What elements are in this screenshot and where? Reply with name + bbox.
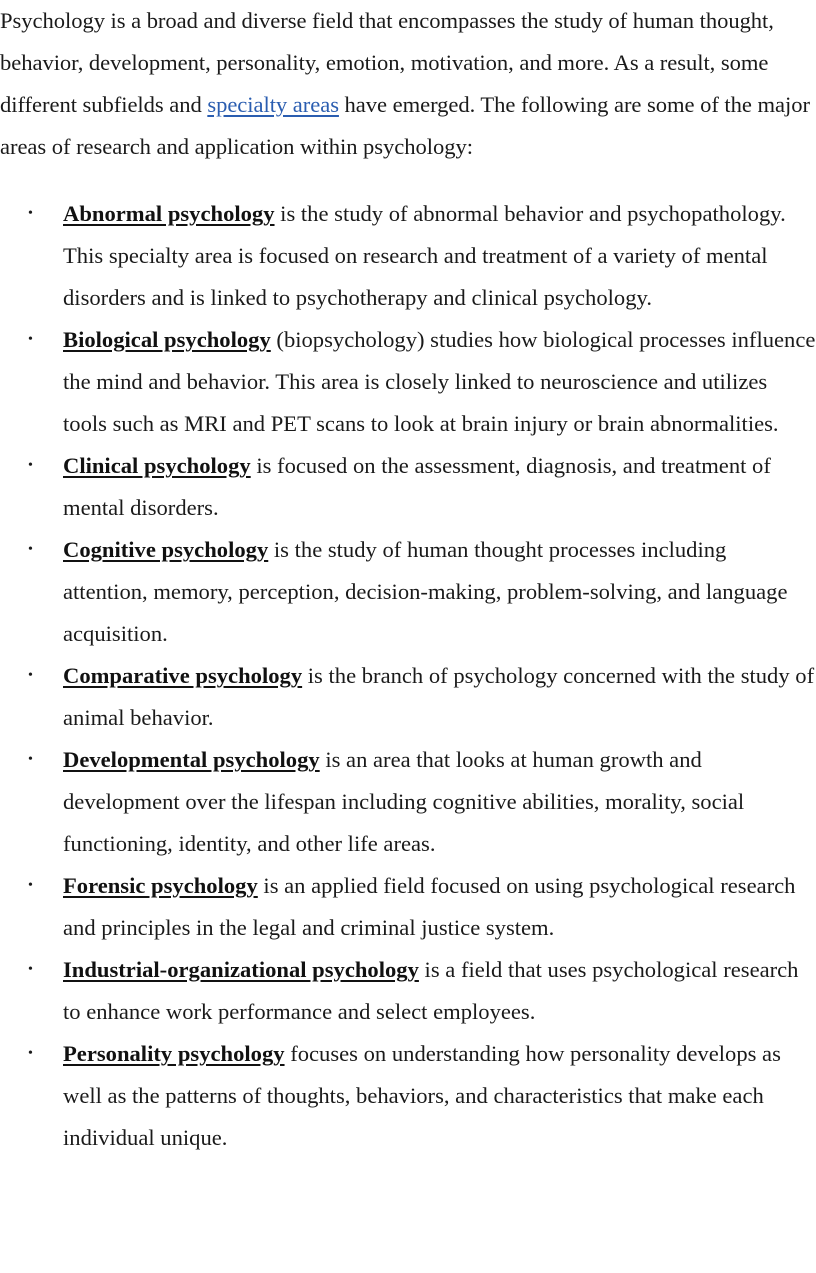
term-description: is an area that looks at human growth and development over the lifespan including cognitive abilities, morality, social functioning, identity, and other life areas. — [63, 747, 745, 856]
list-item — [0, 1033, 816, 1159]
list-item — [0, 865, 816, 949]
term-description: focuses on understanding how personality develops as well as the patterns of thoughts, behaviors, and characteristics that make each individual unique. — [63, 1041, 781, 1150]
list-item — [0, 445, 816, 529]
term-link[interactable]: Developmental psychology — [63, 747, 320, 772]
psychology-areas-list — [0, 193, 816, 1159]
bullet-icon: • — [28, 206, 33, 221]
bullet-icon: • — [28, 542, 33, 557]
bullet-icon: • — [28, 1046, 33, 1061]
term-link[interactable]: Clinical psychology — [63, 453, 251, 478]
bullet-icon: • — [28, 332, 33, 347]
term-description: is an applied field focused on using psychological research and principles in the legal and criminal justice system. — [63, 873, 796, 940]
intro-text-before: Psychology is a broad and diverse field that encompasses the study of human thought, behavior, development, personality, emotion, motivation, and more. As a result, some different subfields and — [0, 8, 774, 117]
list-item — [0, 319, 816, 445]
list-item — [0, 529, 816, 655]
term-description: is the study of abnormal behavior and psychopathology. This specialty area is focused on research and treatment of a variety of mental disorders and is linked to psychotherapy and clinical psychology. — [63, 201, 786, 310]
bullet-icon: • — [28, 668, 33, 683]
bullet-icon: • — [28, 458, 33, 473]
intro-paragraph — [0, 0, 816, 168]
intro-text-after: have emerged. The following are some of the major areas of research and application within psychology: — [0, 92, 810, 159]
list-item — [0, 655, 816, 739]
term-description: is focused on the assessment, diagnosis, and treatment of mental disorders. — [63, 453, 771, 520]
term-link[interactable]: Forensic psychology — [63, 873, 258, 898]
term-description: is the branch of psychology concerned with the study of animal behavior. — [63, 663, 815, 730]
term-description: is the study of human thought processes including attention, memory, perception, decision-making, problem-solving, and language acquisition. — [63, 537, 788, 646]
list-item — [0, 949, 816, 1033]
list-item — [0, 193, 816, 319]
term-link[interactable]: Industrial-organizational psychology — [63, 957, 419, 982]
term-link[interactable]: Comparative psychology — [63, 663, 303, 688]
bullet-icon: • — [28, 878, 33, 893]
term-description: (biopsychology) studies how biological processes influence the mind and behavior. This area is closely linked to neuroscience and utilizes tools such as MRI and PET scans to look at brain injury or brain abnormalities. — [63, 327, 816, 436]
term-link[interactable]: Cognitive psychology — [63, 537, 269, 562]
bullet-icon: • — [28, 752, 33, 767]
bullet-icon: • — [28, 962, 33, 977]
specialty-areas-link[interactable]: specialty areas — [207, 92, 339, 117]
term-link[interactable]: Biological psychology — [63, 327, 271, 352]
term-link[interactable]: Personality psychology — [63, 1041, 285, 1066]
term-description: is a field that uses psychological research to enhance work performance and select employees. — [63, 957, 799, 1024]
list-item — [0, 739, 816, 865]
term-link[interactable]: Abnormal psychology — [63, 201, 275, 226]
